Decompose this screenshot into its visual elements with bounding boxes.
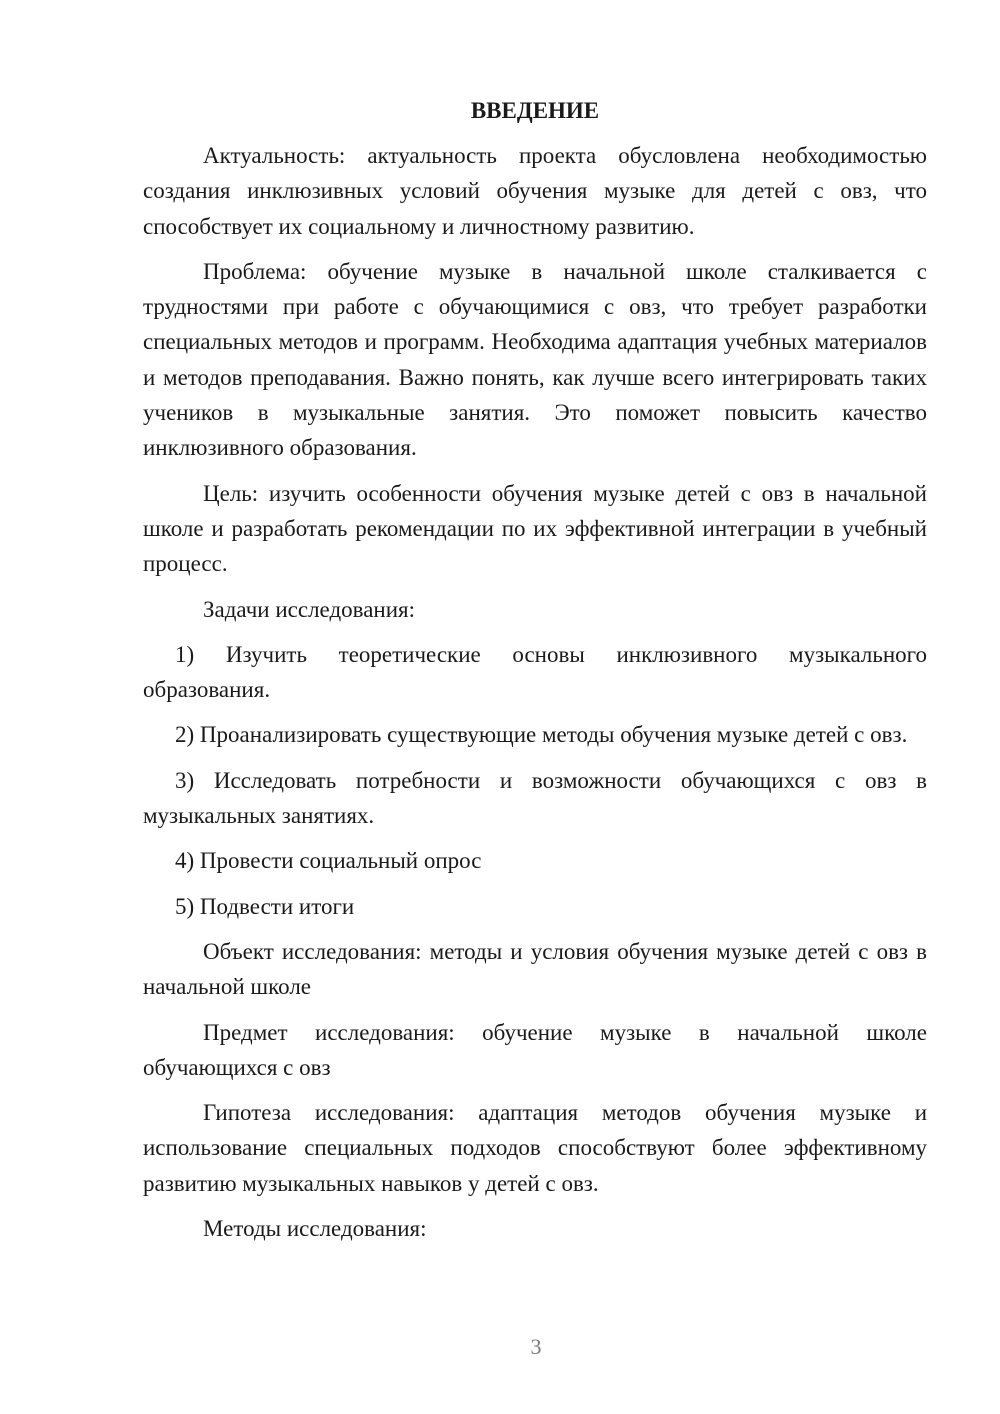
- methods-heading: Методы исследования:: [203, 1216, 427, 1242]
- subject-paragraph: Предмет исследования: обучение музыке в начальной школе обучающихся с овз: [143, 1019, 927, 1080]
- task-item: 3) Исследовать потребности и возможности обучающихся с овз в музыкальных занятиях.: [143, 767, 927, 829]
- page-number: 3: [530, 1334, 542, 1359]
- section-heading: ВВЕДЕНИЕ: [470, 98, 600, 123]
- hypothesis-paragraph: Гипотеза исследования: адаптация методов обучения музыке и использование специальных подходов способствуют более эффективному развитию музыкальных навыков у детей с овз.: [143, 1100, 927, 1196]
- tasks-heading: Задачи исследования:: [203, 596, 416, 622]
- task-item: 4) Провести социальный опрос: [175, 848, 482, 874]
- task-item: 2) Проанализировать существующие методы обучения музыке детей с овз.: [175, 722, 908, 748]
- task-item: 1) Изучить теоретические основы инклюзивного музыкального образования.: [143, 641, 927, 703]
- problem-paragraph: Проблема: обучение музыке в начальной школе сталкивается с трудностями при работе с обучающимися с овз, что требует разработки специальных методов и программ. Необходима адаптация учебных материалов и методов преподавания. Важно понять, как лучше всего интегрировать таких учеников в музыкальные занятия. Это поможет повысить качество инклюзивного образования.: [143, 258, 927, 461]
- document-page: [143, 94, 927, 1256]
- relevance-paragraph: Актуальность: актуальность проекта обусловлена необходимостью создания инклюзивных условий обучения музыке для детей с овз, что способствует их социальному и личностному развитию.: [143, 143, 927, 239]
- goal-paragraph: Цель: изучить особенности обучения музыке детей с овз в начальной школе и разработать рекомендации по их эффективной интеграции в учебный процесс.: [143, 480, 927, 577]
- object-paragraph: Объект исследования: методы и условия обучения музыке детей с овз в начальной школе: [143, 938, 927, 1000]
- task-item: 5) Подвести итоги: [175, 893, 355, 919]
